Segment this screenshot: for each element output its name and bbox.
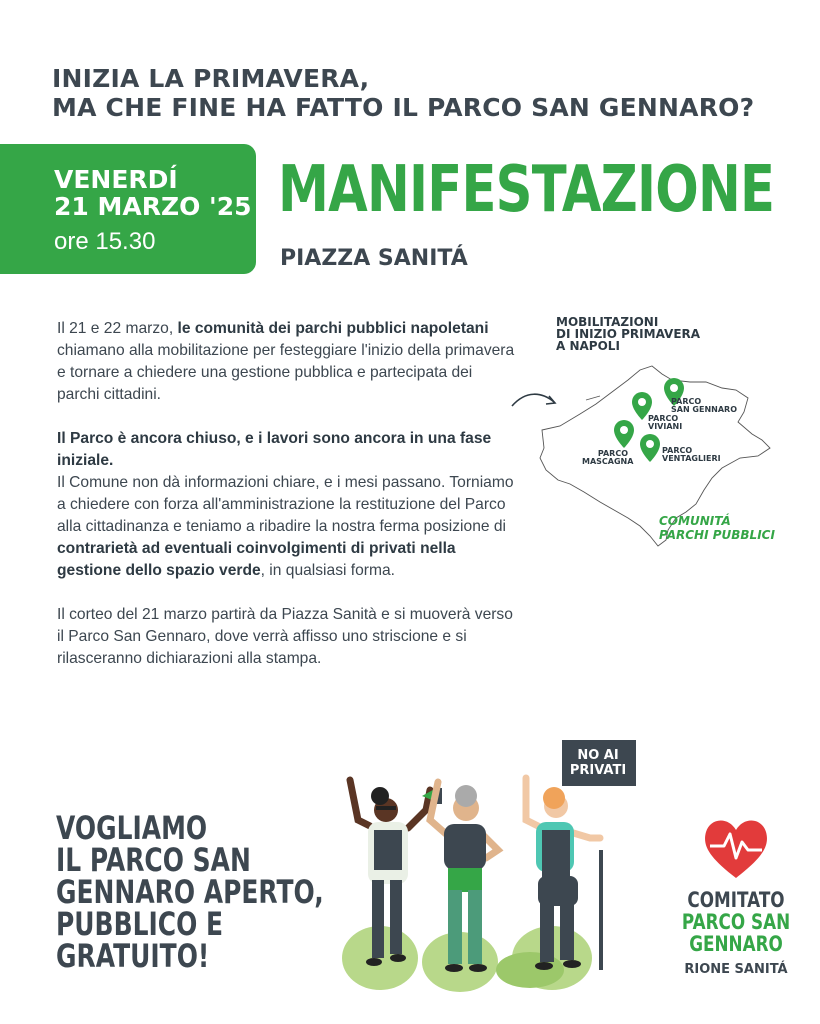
pin-label-line: MASCAGNA [582, 457, 634, 466]
pin-label-san-gennaro [671, 398, 737, 414]
pin-label-line: VENTAGLIERI [662, 454, 721, 463]
pin-label-line: SAN GENNARO [671, 405, 738, 414]
p2-bold-lead: Il Parco è ancora chiuso, e i lavori sono ancora in una fase iniziale. [57, 430, 492, 469]
headline-line-2: MA CHE FINE HA FATTO IL PARCO SAN GENNARO? [52, 93, 755, 122]
slogan [56, 809, 324, 975]
logo-line-3: GENNARO [689, 932, 783, 956]
pin-label-ventaglieri [662, 447, 721, 463]
slogan-line-2: IL PARCO SAN [56, 841, 251, 879]
map-pin-icon [614, 420, 634, 448]
sign-line-1: NO AI [577, 748, 619, 763]
map-title-line-3: A NAPOLI [556, 339, 620, 353]
event-place: PIAZZA SANITÁ [280, 246, 468, 271]
slogan-line-3: GENNARO APERTO, [56, 873, 324, 911]
body-text [57, 318, 517, 692]
map-pin-icon [640, 434, 660, 462]
p1-text-c: chiamano alla mobilitazione per festeggiare l'inizio della primavera e tornare a chiedere una gestione pubblica e partecipata dei parchi cittadini. [57, 342, 515, 403]
map-community-label [659, 514, 775, 542]
pin-label-viviani [648, 415, 682, 431]
map-title [556, 316, 700, 352]
headline [52, 64, 772, 122]
community-line-1: COMUNITÁ [659, 514, 731, 528]
pin-label-line: PARCO [597, 449, 628, 458]
slogan-line-5: GRATUITO! [56, 937, 210, 975]
sign-text [563, 748, 633, 778]
community-line-2: PARCHI PUBBLICI [659, 528, 775, 542]
p1-bold: le comunità dei parchi pubblici napoletani [177, 320, 489, 337]
map-title-line-2: DI INIZIO PRIMAVERA [556, 327, 701, 341]
p1-text-a: Il 21 e 22 marzo, [57, 320, 178, 337]
paragraph-1 [57, 318, 517, 406]
paragraph-3: Il corteo del 21 marzo partirà da Piazza Sanità e si muoverà verso il Parco San Gennaro, dove verrà affisso uno striscione e si rilasceranno dichiarazioni alla stampa. [57, 606, 513, 667]
date-date: 21 MARZO '25 [54, 192, 252, 221]
logo-line-1: COMITATO [687, 888, 785, 912]
p2-text-c: , in qualsiasi forma. [260, 562, 395, 579]
paragraph-2 [57, 428, 517, 582]
logo-line-4: RIONE SANITÁ [684, 962, 788, 977]
date-time: ore 15.30 [54, 228, 156, 255]
date-day: VENERDÍ [54, 165, 178, 194]
pin-label-line: PARCO [662, 446, 693, 455]
logo-line-2: PARCO SAN [681, 910, 791, 934]
p2-bold: contrarietà ad eventuali coinvolgimenti di privati nella gestione dello spazio verde [57, 540, 456, 579]
slogan-line-4: PUBBLICO E [56, 905, 224, 943]
p2-text-a: Il Comune non dà informazioni chiare, e i mesi passano. Torniamo a chiedere con forza all'amministrazione la restituzione del Parco alla cittadinanza e teniamo a ribadire la nostra ferma posizione di [57, 474, 514, 535]
map-title-line-1: MOBILITAZIONI [556, 315, 659, 329]
pin-label-line: VIVIANI [648, 422, 683, 431]
sign-line-2: PRIVATI [569, 763, 627, 778]
headline-line-1: INIZIA LA PRIMAVERA, [52, 64, 370, 93]
slogan-line-1: VOGLIAMO [56, 809, 208, 847]
event-title: MANIFESTAZIONE [278, 153, 775, 227]
pin-label-line: PARCO [648, 414, 679, 423]
pin-label-mascagna [582, 449, 634, 466]
heart-logo-icon [700, 812, 772, 884]
pin-label-line: PARCO [671, 397, 702, 406]
